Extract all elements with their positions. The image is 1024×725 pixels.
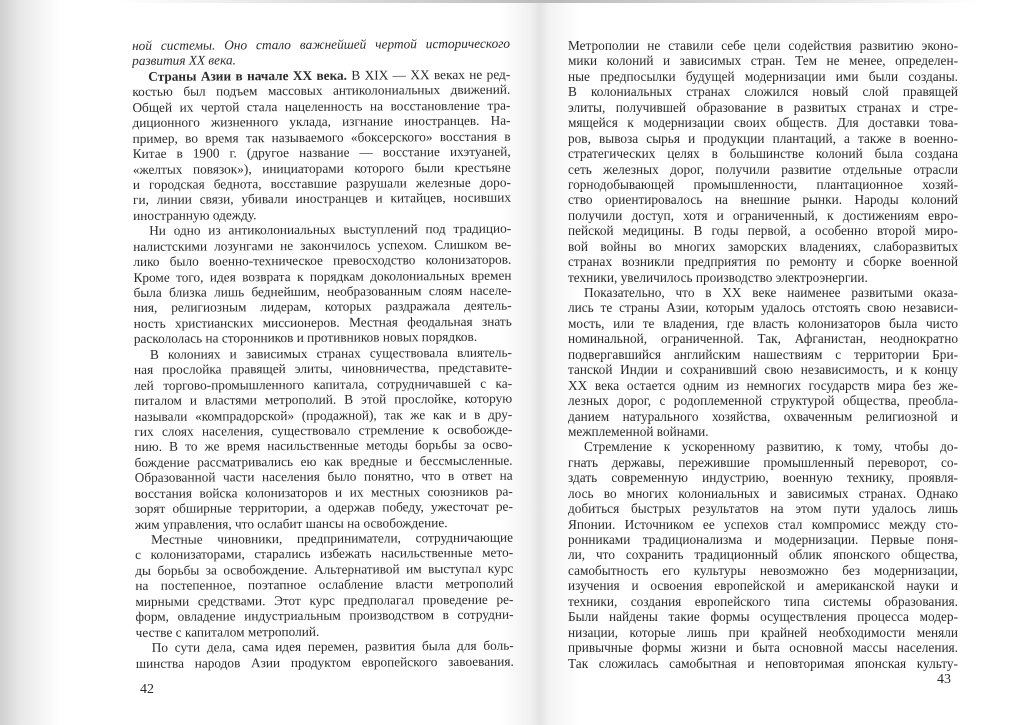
scan-top-edge	[120, 0, 980, 3]
text-line: привычные формы жизни и быта основной массы населения.	[568, 640, 958, 656]
text-line: лей торгово-промышленного капитала, сотрудничавшей с ка-	[134, 375, 513, 393]
text-line: ли, что сохранить традиционный облик японского общества,	[568, 547, 958, 563]
text-line: шинства народов Азии продуктом европейского завоевания.	[135, 653, 514, 671]
text-line: вой войны во многих заморских владениях, слаборазвитых	[568, 238, 958, 254]
text-line: Местные чиновники, предприниматели, сотрудничающие	[151, 529, 514, 547]
text-line: элиты, получившей образование в развитых странах и стре-	[568, 99, 958, 115]
text-line: мость, или те владения, где власть колонизаторов была чисто	[568, 315, 958, 331]
text-line: Общей их чертой стала нацеленность на восстановление тра-	[132, 97, 511, 115]
text-line: стратегических целях в большинстве колоний была создана	[568, 146, 958, 162]
text-line: Так сложилась самобытная и неповторимая японская культу-	[568, 655, 958, 671]
text-line: пример, во время так называемого «боксерского» восстания в	[132, 128, 511, 146]
text-line: низации, которые лишь при крайней необходимости меняли	[568, 624, 958, 640]
text-line: честве с капиталом метрополий.	[135, 623, 320, 640]
text-line: ство ориентировалось на внешние рынки. Народы колоний	[568, 192, 958, 208]
text-line: развития XX века.	[132, 52, 236, 69]
text-line: ные предпосылки будущей модернизации ими были созданы.	[568, 68, 958, 84]
text-line: называли «компрадорской» (продажной), так же как и в дру-	[134, 406, 513, 424]
text-line: костью был подъем массовых антиколониальных движений.	[132, 82, 511, 100]
text-line: лико было военно-техническое превосходство колонизаторов.	[133, 251, 512, 270]
text-line: Были найдены такие формы осуществления процесса модер-	[568, 609, 958, 625]
text-line: ния, религиозным лидерам, которых раздражала деятель-	[133, 298, 512, 316]
text-line: форм, овладение индустриальным производством в сотрудни-	[135, 606, 514, 625]
text-line: Образованной части населения было понятно, что в ответ на	[134, 467, 513, 486]
text-line: гих слоях населения, существовало стремление к освобожде-	[134, 421, 513, 439]
text-line: лось во многих колониальных и зависимых странах. Однако	[568, 485, 958, 501]
text-line: пейской медицины. В годы первой, а особенно второй миро-	[568, 223, 958, 239]
text-line: ность христианских миссионеров. Местная феодальная знать	[133, 313, 512, 331]
text-line: раскололась на сторонников и противников новых порядков.	[133, 329, 478, 347]
text-line: зорят обширные территории, а одержав победу, ужесточат ре-	[134, 498, 513, 517]
text-line: межплеменной войнами.	[568, 423, 709, 439]
text-line: мики колоний и зависимых стран. Тем не менее, определен-	[568, 53, 958, 69]
page-number-left: 42	[140, 682, 154, 697]
text-line: была близка лишь беднейшим, необразованным слоям населе-	[133, 282, 512, 300]
text-line: Ни одно из антиколониальных выступлений под традицио-	[149, 220, 512, 239]
text-line: Кроме того, идея возврата к порядкам доколониальных времен	[133, 267, 512, 285]
text-line: Метрополии не ставили себе цели содействия развитию эконо-	[568, 38, 958, 53]
text-line: В колониальных странах сложился новый слой правящей	[568, 84, 958, 100]
text-line: техники, создания европейского типа системы образования.	[568, 593, 958, 609]
text-line: номинальной, ограниченной. Так, Афганистан, неоднократно	[568, 331, 958, 347]
text-line: ров, вывоза сырья и продукции плантаций, а также в военно-	[568, 130, 958, 146]
text-line: лезных дорог, с родоплеменной структурой общества, преобла-	[568, 393, 958, 409]
text-line: ная прослойка правящей элиты, чиновничества, представите-	[133, 359, 513, 378]
section-heading: Страны Азии в начале XX века.	[148, 67, 348, 84]
text-line: самобытность его культуры невозможно без модернизации,	[568, 562, 958, 578]
text-line: «желтых повязок»), инициаторами которого были крестьяне	[132, 159, 511, 177]
text-line: танской Индии и сохранивший свою независимость, и к концу	[568, 362, 958, 378]
text-line: В колониях и зависимых странах существовала влиятель-	[149, 344, 512, 362]
text-line: По сути дела, сама идея перемен, развития была для боль-	[151, 637, 514, 655]
text-line: подвергавшийся английским нашествиям с территории Бри-	[568, 346, 958, 362]
text-line: Японии. Источником ее успехов стал компромисс между сто-	[568, 516, 958, 532]
text-line: техники, увеличилось производство электроэнергии.	[568, 269, 868, 285]
text-line: бождение рассматривались ею как вредные и бессмысленные.	[134, 452, 513, 470]
left-page-text	[132, 36, 514, 671]
page-number-right: 43	[937, 672, 951, 687]
text-line: данием натурального хозяйства, охваченным религиозной и	[568, 408, 958, 424]
text-line: восстания войска колонизаторов и их местных союзников ра-	[134, 483, 513, 501]
text-line: жим управления, что ослабит шансы на освобождение.	[134, 514, 448, 532]
text-line: ронниками традиционализма и модернизации. Первые поня-	[568, 532, 958, 547]
text-line: питалом и властями метрополий. В этой прослойке, которую	[134, 390, 513, 409]
text-line: горнодобывающей промышленности, плантационное хозяй-	[568, 176, 958, 192]
text-line: Стремление к ускоренному развитию, к тому, чтобы до-	[584, 439, 958, 455]
text-line: XX века остается одним из немногих государств мира без же-	[568, 377, 958, 393]
text-line: получили доступ, хотя и ограниченный, к достижениям евро-	[568, 207, 958, 223]
text-line: налистскими лозунгами не закончилось успехом. Слишком ве-	[133, 236, 512, 254]
text-line: нию. В то же время насильственные методы борьбы за осво-	[134, 437, 513, 455]
text-line: Китае в 1900 г. (другое название — восстание ихэтуаней,	[132, 143, 511, 162]
text-line: странах возникли предприятия по ремонту и сборке военной	[568, 254, 958, 270]
text-line: гнать державы, пережившие промышленный переворот, со-	[568, 454, 958, 470]
text-line: добиться быстрых результатов на этом пути удалось лишь	[568, 501, 958, 517]
text-line: с колонизаторами, старались избежать насильственные мето-	[135, 545, 514, 563]
text-line: здать современную индустрию, военную технику, проявля-	[568, 470, 958, 486]
text-line: на постепенное, поэтапное ослабление власти метрополий	[135, 575, 514, 594]
right-page-text	[568, 38, 958, 671]
scan-edge-shadow	[0, 0, 60, 725]
text-line: ды борьбы за освобождение. Альтернативой им выступал курс	[135, 560, 514, 578]
text-line: лись те страны Азии, которым удалось отстоять свою независи-	[568, 300, 958, 316]
text-line: Показательно, что в XX веке наименее развитыми оказа-	[584, 285, 958, 300]
text-line: мирными средствами. Этот курс предполагал проведение ре-	[135, 591, 514, 609]
text-line: ной системы. Оно стало важнейшей чертой исторического	[132, 35, 511, 53]
text-line: иностранную одежду.	[133, 207, 257, 223]
text-line: диционного жизненного уклада, изгнание иностранцев. На-	[132, 112, 511, 131]
text-line: сеть железных дорог, получили развитие отдельные отрасли	[568, 161, 958, 177]
text-line: и городская беднота, восставшие разрушали железные доро-	[132, 174, 511, 192]
text-line: ги, линии связи, убивали иностранцев и китайцев, носивших	[132, 190, 512, 208]
text-line: мящейся к модернизации своих обществ. Для доставки това-	[568, 115, 958, 131]
text-line-body: В XIX — XX веках не ред-	[346, 66, 511, 83]
text-line: изучения и освоения европейской и американской науки и	[568, 578, 958, 594]
